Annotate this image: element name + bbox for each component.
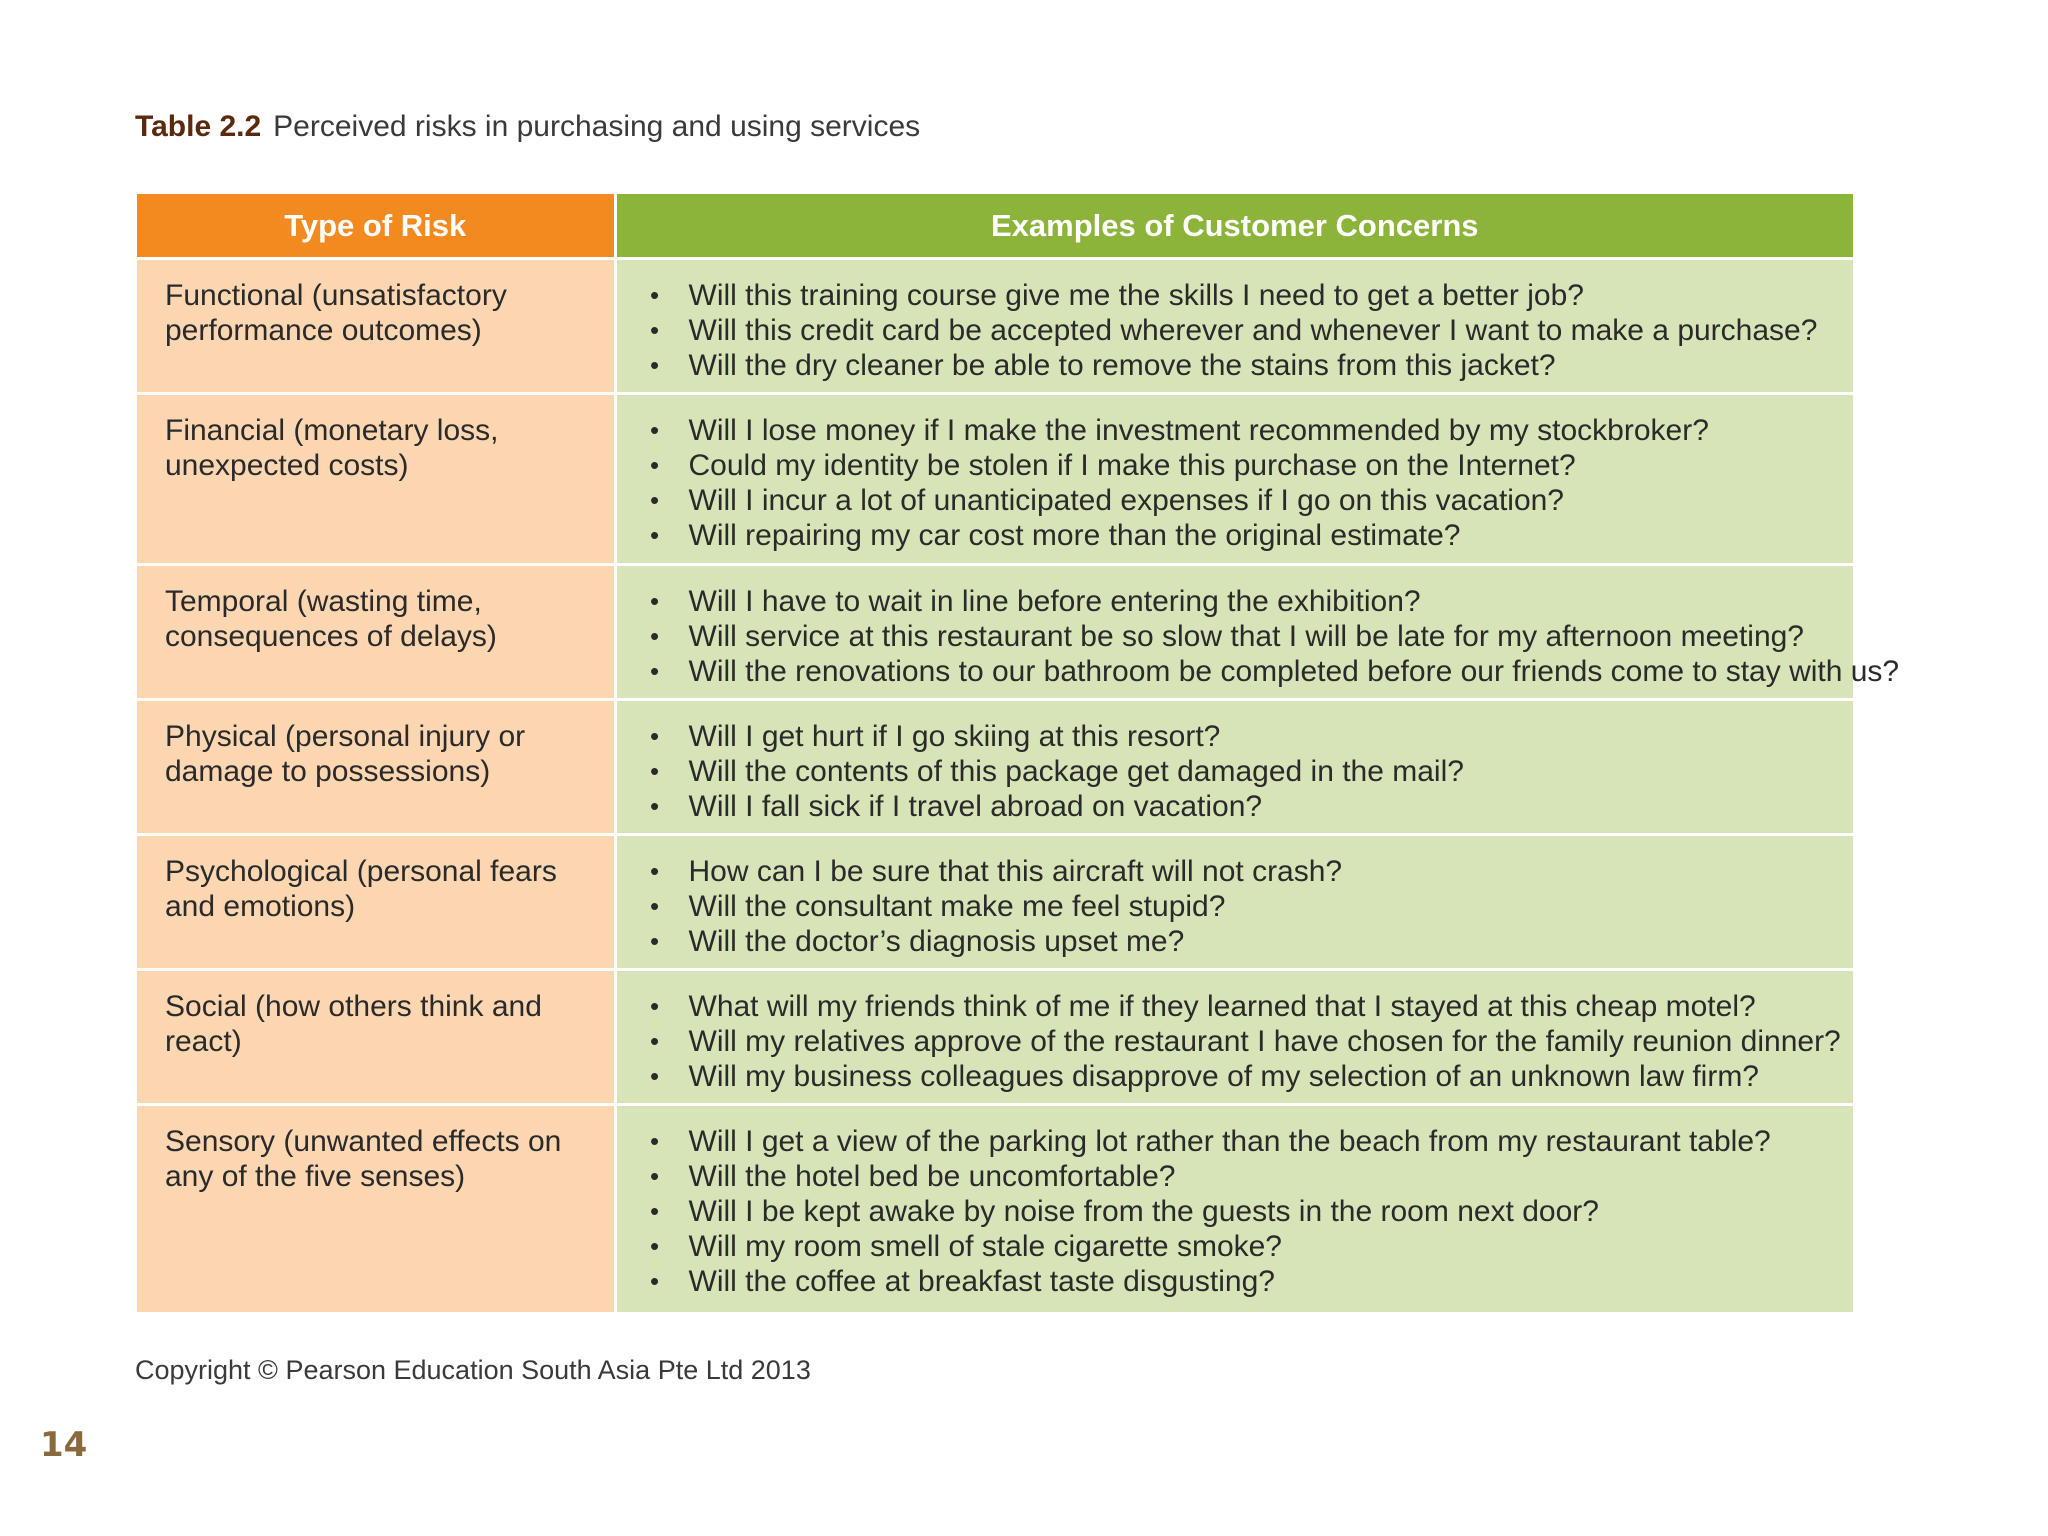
example-text: Will I get a view of the parking lot rather than the beach from my restaurant table? <box>688 1125 1771 1158</box>
example-text: Will I have to wait in line before entering the exhibition? <box>688 585 1421 618</box>
example-text: Will I lose money if I make the investment recommended by my stockbroker? <box>688 414 1709 447</box>
example-text: Could my identity be stolen if I make this purchase on the Internet? <box>688 449 1576 482</box>
examples-cell <box>615 394 1853 565</box>
list-item <box>645 483 1846 518</box>
examples-cell <box>615 565 1900 700</box>
list-item <box>645 789 1846 824</box>
example-text: Will my relatives approve of the restaurant I have chosen for the family reunion dinner? <box>688 1025 1841 1058</box>
examples-list <box>645 584 1900 689</box>
bullet-icon: • <box>649 621 660 651</box>
list-item <box>645 1159 1846 1194</box>
list-item <box>645 854 1846 889</box>
example-text: Will service at this restaurant be so slow that I will be late for my afternoon meeting? <box>688 620 1804 653</box>
bullet-icon: • <box>649 350 660 380</box>
table-row <box>137 970 1853 1105</box>
example-text: Will my business colleagues disapprove of my selection of an unknown law firm? <box>688 1060 1759 1093</box>
table-caption <box>135 110 920 144</box>
risk-type-text: unexpected costs) <box>165 449 409 482</box>
list-item <box>645 278 1846 313</box>
risk-table <box>137 191 1900 1312</box>
bullet-icon: • <box>649 450 660 480</box>
bullet-icon: • <box>649 891 660 921</box>
slide-number: 14 <box>40 1425 88 1465</box>
risk-type-text: Sensory (unwanted effects on <box>165 1125 562 1158</box>
table-row <box>137 259 1853 394</box>
risk-type-text: Functional (unsatisfactory <box>165 279 507 312</box>
risk-type-text: Social (how others think and <box>165 990 542 1023</box>
risk-type-text: Psychological (personal fears <box>165 855 557 888</box>
risk-type-text: damage to possessions) <box>165 755 491 788</box>
list-item <box>645 518 1846 553</box>
risk-type-cell <box>137 1105 615 1312</box>
bullet-icon: • <box>649 1161 660 1191</box>
bullet-icon: • <box>649 1026 660 1056</box>
example-text: Will the doctor’s diagnosis upset me? <box>688 925 1185 958</box>
example-text: Will repairing my car cost more than the original estimate? <box>688 519 1461 552</box>
risk-type-cell <box>137 700 615 835</box>
examples-cell <box>615 1105 1853 1312</box>
examples-list <box>645 719 1846 824</box>
list-item <box>645 1229 1846 1264</box>
bullet-icon: • <box>649 520 660 550</box>
list-item <box>645 1024 1846 1059</box>
bullet-icon: • <box>649 1266 660 1296</box>
list-item <box>645 1059 1846 1094</box>
table-caption-title: Perceived risks in purchasing and using services <box>273 110 921 143</box>
bullet-icon: • <box>649 656 660 686</box>
bullet-icon: • <box>649 991 660 1021</box>
list-item <box>645 313 1846 348</box>
copyright-notice: Copyright © Pearson Education South Asia Pte Ltd 2013 <box>135 1355 811 1385</box>
table-header-row <box>137 193 1853 259</box>
list-item <box>645 448 1846 483</box>
risk-type-cell <box>137 259 615 394</box>
example-text: How can I be sure that this aircraft will not crash? <box>688 855 1343 888</box>
table-body <box>137 259 1900 1312</box>
examples-list <box>645 854 1846 959</box>
risk-type-text: react) <box>165 1025 242 1058</box>
table-row <box>137 394 1853 565</box>
example-text: Will this credit card be accepted wherever and whenever I want to make a purchase? <box>688 314 1818 347</box>
examples-cell <box>615 835 1853 970</box>
examples-list <box>645 278 1846 383</box>
header-examples: Examples of Customer Concerns <box>615 193 1853 259</box>
bullet-icon: • <box>649 721 660 751</box>
example-text: What will my friends think of me if they learned that I stayed at this cheap motel? <box>688 990 1756 1023</box>
example-text: Will this training course give me the skills I need to get a better job? <box>688 279 1584 312</box>
bullet-icon: • <box>649 926 660 956</box>
list-item <box>645 584 1846 619</box>
examples-cell <box>615 700 1853 835</box>
example-text: Will I fall sick if I travel abroad on vacation? <box>688 790 1263 823</box>
examples-cell <box>615 259 1853 394</box>
bullet-icon: • <box>649 586 660 616</box>
bullet-icon: • <box>649 1126 660 1156</box>
list-item <box>645 889 1846 924</box>
examples-list <box>645 413 1846 553</box>
risk-type-text: Financial (monetary loss, <box>165 414 499 447</box>
table-caption-label: Table 2.2 <box>135 110 262 143</box>
example-text: Will the coffee at breakfast taste disgusting? <box>688 1265 1275 1298</box>
examples-cell <box>615 970 1853 1105</box>
table-row <box>137 700 1853 835</box>
risk-type-cell <box>137 970 615 1105</box>
bullet-icon: • <box>649 791 660 821</box>
list-item <box>645 1124 1846 1159</box>
bullet-icon: • <box>649 315 660 345</box>
bullet-icon: • <box>649 856 660 886</box>
risk-type-cell <box>137 835 615 970</box>
list-item <box>645 719 1846 754</box>
list-item <box>645 1194 1846 1229</box>
bullet-icon: • <box>649 485 660 515</box>
header-type-of-risk: Type of Risk <box>137 193 615 259</box>
example-text: Will I get hurt if I go skiing at this resort? <box>688 720 1221 753</box>
bullet-icon: • <box>649 1231 660 1261</box>
list-item <box>645 989 1846 1024</box>
list-item <box>645 413 1846 448</box>
list-item <box>645 654 1900 689</box>
list-item <box>645 619 1846 654</box>
risk-type-text: any of the five senses) <box>165 1160 466 1193</box>
example-text: Will the dry cleaner be able to remove the stains from this jacket? <box>688 349 1556 382</box>
risk-type-text: Temporal (wasting time, <box>165 585 482 618</box>
bullet-icon: • <box>649 1061 660 1091</box>
example-text: Will the consultant make me feel stupid? <box>688 890 1226 923</box>
example-text: Will my room smell of stale cigarette smoke? <box>688 1230 1282 1263</box>
examples-list <box>645 1124 1846 1299</box>
table-row <box>137 565 1853 700</box>
bullet-icon: • <box>649 280 660 310</box>
risk-type-cell <box>137 394 615 565</box>
bullet-icon: • <box>649 1196 660 1226</box>
risk-type-text: Physical (personal injury or <box>165 720 526 753</box>
example-text: Will I incur a lot of unanticipated expenses if I go on this vacation? <box>688 484 1564 517</box>
list-item <box>645 754 1846 789</box>
risk-type-text: performance outcomes) <box>165 314 482 347</box>
example-text: Will the hotel bed be uncomfortable? <box>688 1160 1176 1193</box>
bullet-icon: • <box>649 415 660 445</box>
list-item <box>645 924 1846 959</box>
example-text: Will I be kept awake by noise from the guests in the room next door? <box>688 1195 1599 1228</box>
examples-list <box>645 989 1846 1094</box>
bullet-icon: • <box>649 756 660 786</box>
example-text: Will the contents of this package get damaged in the mail? <box>688 755 1464 788</box>
risk-type-text: and emotions) <box>165 890 356 923</box>
list-item <box>645 1264 1846 1299</box>
list-item <box>645 348 1846 383</box>
example-text: Will the renovations to our bathroom be completed before our friends come to stay with us? <box>688 655 1900 688</box>
table-row <box>137 1105 1853 1312</box>
risk-type-cell <box>137 565 615 700</box>
table-row <box>137 835 1853 970</box>
risk-type-text: consequences of delays) <box>165 620 497 653</box>
